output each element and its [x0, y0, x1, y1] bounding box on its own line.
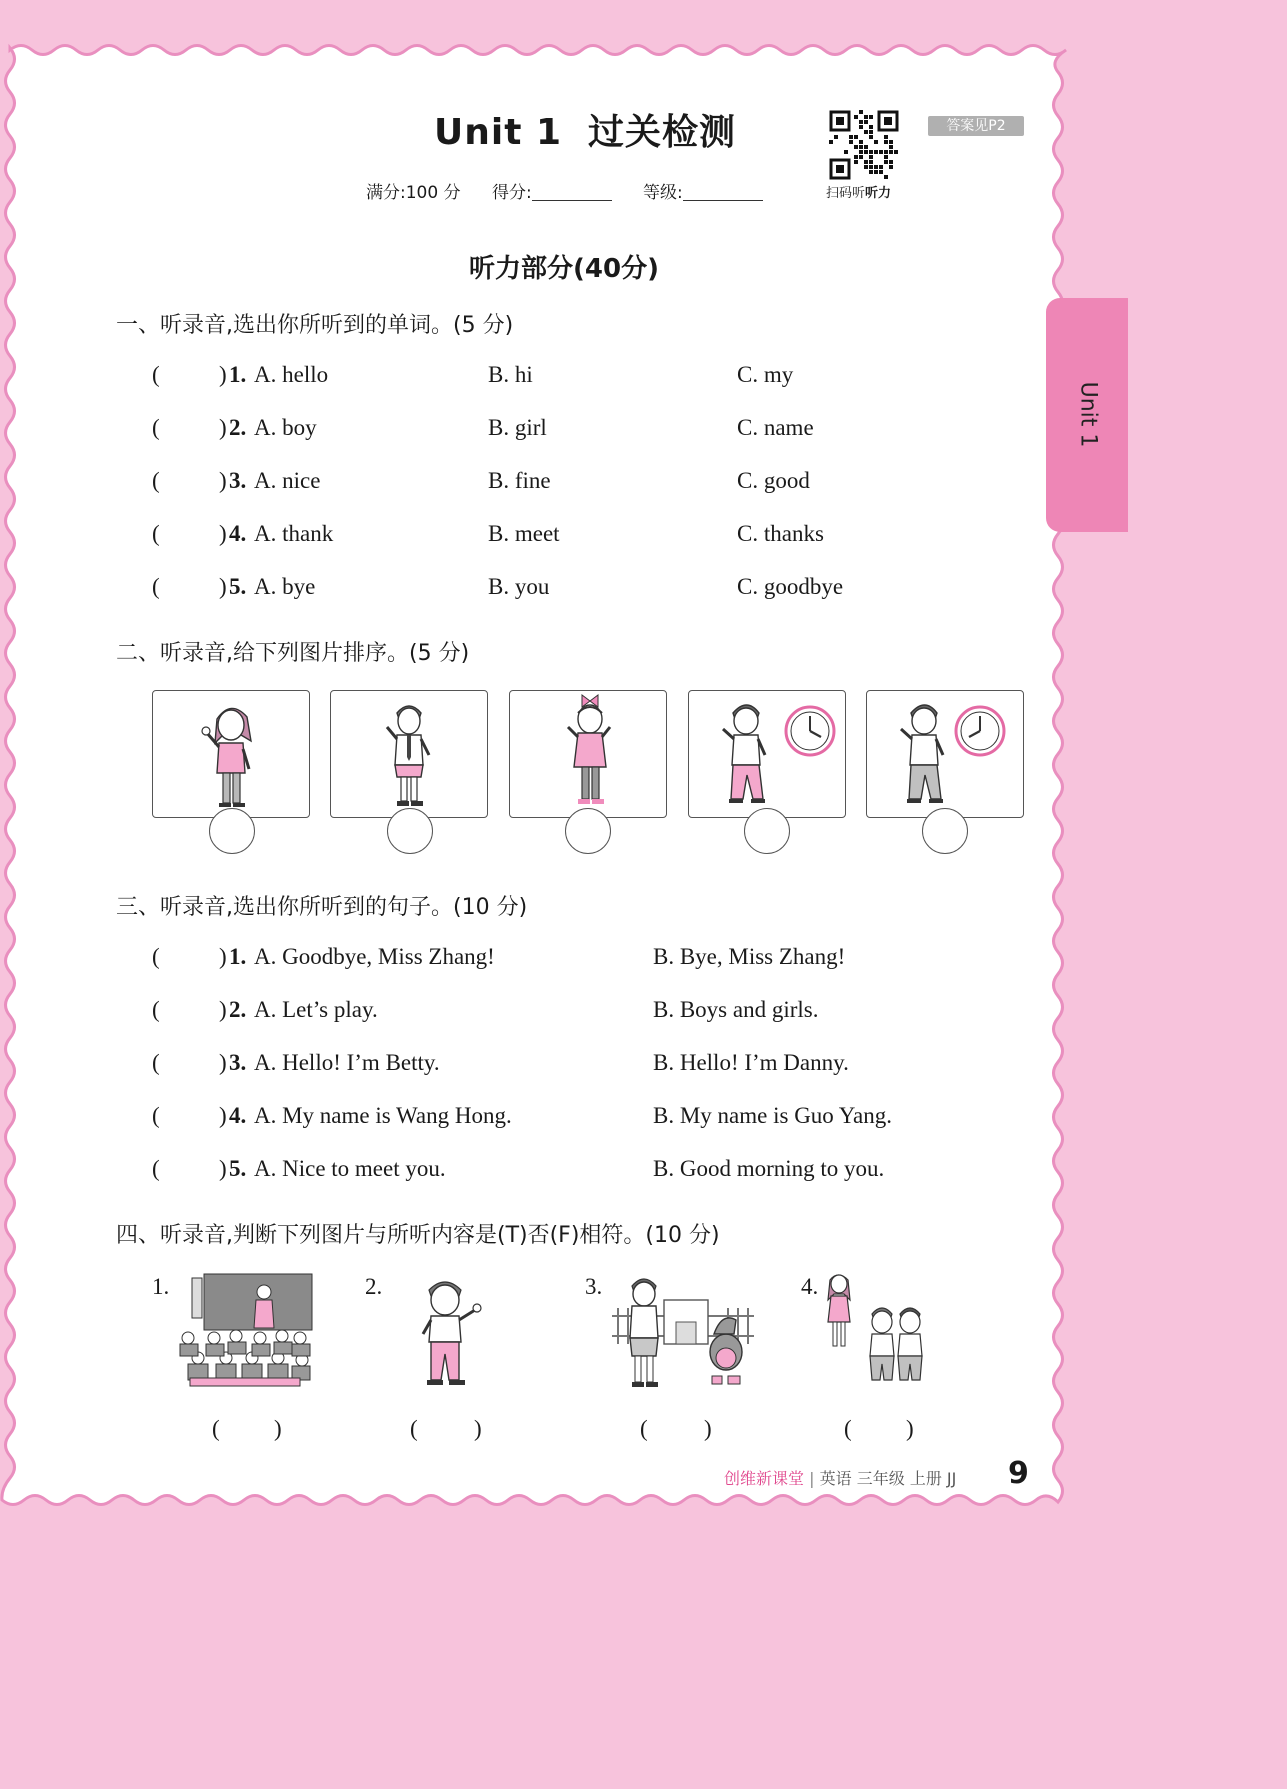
tf-answer-paren-close: ) — [274, 1416, 282, 1441]
boy-and-dinosaur-picture — [610, 1272, 756, 1390]
option-b[interactable]: B. girl — [488, 415, 547, 440]
section2-title: 二、听录音,给下列图片排序。(5 分) — [116, 641, 470, 666]
sentence-option-a[interactable]: A. Hello! I’m Betty. — [254, 1050, 440, 1075]
sentence-option-b[interactable]: B. Boys and girls. — [653, 997, 819, 1022]
footer-divider: | — [809, 1469, 815, 1488]
section3-title: 三、听录音,选出你所听到的句子。(10 分) — [116, 895, 528, 920]
classroom-teacher-picture — [174, 1272, 314, 1388]
answer-paren-open[interactable]: ( — [152, 521, 160, 546]
answer-paren-open[interactable]: ( — [152, 415, 160, 440]
picture-card-4 — [688, 690, 846, 818]
sentence-option-a[interactable]: A. Goodbye, Miss Zhang! — [254, 944, 495, 969]
section1-title: 一、听录音,选出你所听到的单词。(5 分) — [116, 313, 514, 338]
qr-caption-bold: 听力 — [865, 186, 892, 201]
tf-answer-paren-open[interactable]: ( — [844, 1416, 852, 1441]
answer-paren-open[interactable]: ( — [152, 1103, 160, 1128]
qr-caption — [826, 182, 891, 201]
answer-paren-open[interactable]: ( — [152, 944, 160, 969]
section4-title: 四、听录音,判断下列图片与所听内容是(T)否(F)相符。(10 分) — [116, 1223, 720, 1248]
option-c[interactable]: C. my — [737, 362, 794, 387]
answer-paren-open[interactable]: ( — [152, 574, 160, 599]
footer-volume: 上册 — [909, 1469, 942, 1488]
tf-answer-paren-close: ) — [906, 1416, 914, 1441]
answer-paren-close: ) — [219, 521, 227, 546]
answer-paren-close: ) — [219, 362, 227, 387]
sentence-option-a[interactable]: A. Nice to meet you. — [254, 1156, 446, 1181]
sentence-option-a[interactable]: A. Let’s play. — [254, 997, 378, 1022]
option-c[interactable]: C. goodbye — [737, 574, 844, 599]
answer-reference-badge: 答案见P2 — [928, 116, 1024, 136]
sentence-option-b[interactable]: B. Hello! I’m Danny. — [653, 1050, 849, 1075]
title-cn: 过关检测 — [588, 112, 737, 153]
option-a[interactable]: A. boy — [254, 415, 317, 440]
grade-label: 等级: — [643, 183, 683, 203]
boy-standing-figure — [331, 691, 487, 817]
order-answer-circle-3[interactable] — [565, 808, 611, 854]
tf-label-1: 1. — [152, 1274, 170, 1299]
order-answer-circle-5[interactable] — [922, 808, 968, 854]
picture-card-5 — [866, 690, 1024, 818]
tf-answer-paren-close: ) — [704, 1416, 712, 1441]
footer-edition: JJ — [946, 1469, 957, 1488]
tf-answer-paren-open[interactable]: ( — [410, 1416, 418, 1441]
answer-paren-close: ) — [219, 574, 227, 599]
option-a[interactable]: A. bye — [254, 574, 316, 599]
order-answer-circle-2[interactable] — [387, 808, 433, 854]
grade-field — [643, 178, 763, 203]
footer-subject: 英语 — [819, 1469, 852, 1488]
boy-with-clock-figure — [689, 691, 845, 817]
answer-paren-close: ) — [219, 944, 227, 969]
option-b[interactable]: B. hi — [488, 362, 533, 387]
answer-paren-open[interactable]: ( — [152, 468, 160, 493]
page-title — [434, 104, 736, 155]
sentence-option-b[interactable]: B. Good morning to you. — [653, 1156, 885, 1181]
answer-paren-open[interactable]: ( — [152, 997, 160, 1022]
picture-card-3 — [509, 690, 667, 818]
option-c[interactable]: C. good — [737, 468, 810, 493]
girl-with-bow-figure — [510, 691, 666, 817]
sentence-option-a[interactable]: A. My name is Wang Hong. — [254, 1103, 512, 1128]
answer-paren-open[interactable]: ( — [152, 1156, 160, 1181]
option-b[interactable]: B. meet — [488, 521, 560, 546]
question-number: 4. — [229, 1103, 247, 1128]
answer-paren-open[interactable]: ( — [152, 362, 160, 387]
option-a[interactable]: A. nice — [254, 468, 321, 493]
option-c[interactable]: C. thanks — [737, 521, 824, 546]
girl-and-two-boys-picture — [822, 1270, 934, 1388]
qr-caption-text: 扫码听 — [826, 186, 866, 201]
answer-paren-close: ) — [219, 1103, 227, 1128]
sentence-option-b[interactable]: B. Bye, Miss Zhang! — [653, 944, 846, 969]
tf-answer-paren-open[interactable]: ( — [212, 1416, 220, 1441]
option-a[interactable]: A. thank — [254, 521, 334, 546]
order-answer-circle-4[interactable] — [744, 808, 790, 854]
sentence-option-b[interactable]: B. My name is Guo Yang. — [653, 1103, 892, 1128]
picture-card-1 — [152, 690, 310, 818]
question-number: 1. — [229, 362, 247, 387]
answer-paren-close: ) — [219, 997, 227, 1022]
score-label: 得分: — [492, 183, 532, 203]
answer-paren-close: ) — [219, 468, 227, 493]
footer-info — [724, 1466, 956, 1489]
footer-brand: 创维新课堂 — [724, 1469, 805, 1488]
option-b[interactable]: B. fine — [488, 468, 551, 493]
tf-answer-paren-close: ) — [474, 1416, 482, 1441]
question-number: 2. — [229, 997, 247, 1022]
question-number: 1. — [229, 944, 247, 969]
answer-paren-close: ) — [219, 415, 227, 440]
tf-answer-paren-open[interactable]: ( — [640, 1416, 648, 1441]
answer-paren-close: ) — [219, 1156, 227, 1181]
tf-label-4: 4. — [801, 1274, 819, 1299]
qr-code-icon[interactable] — [829, 110, 899, 180]
boy-with-clock-figure-2 — [867, 691, 1023, 817]
question-number: 3. — [229, 468, 247, 493]
unit-side-tab-label — [1067, 372, 1107, 458]
page-number: 9 — [1008, 1456, 1029, 1491]
question-number: 5. — [229, 1156, 247, 1181]
title-unit: Unit 1 — [434, 112, 562, 153]
question-number: 2. — [229, 415, 247, 440]
order-answer-circle-1[interactable] — [209, 808, 255, 854]
boy-greeting-picture — [405, 1272, 489, 1388]
tf-label-2: 2. — [365, 1274, 383, 1299]
footer-grade: 三年级 — [856, 1469, 905, 1488]
answer-paren-close: ) — [219, 1050, 227, 1075]
score-field — [492, 178, 612, 203]
score-blank[interactable] — [532, 182, 612, 201]
option-a[interactable]: A. hello — [254, 362, 329, 387]
question-number: 5. — [229, 574, 247, 599]
listening-part-title: 听力部分(40分) — [469, 254, 659, 284]
option-c[interactable]: C. name — [737, 415, 814, 440]
picture-card-2 — [330, 690, 488, 818]
full-score: 满分:100 分 — [366, 183, 461, 203]
question-number: 3. — [229, 1050, 247, 1075]
unit-side-tab-text: Unit 1 — [1075, 381, 1101, 448]
question-number: 4. — [229, 521, 247, 546]
answer-paren-open[interactable]: ( — [152, 1050, 160, 1075]
tf-label-3: 3. — [585, 1274, 603, 1299]
option-b[interactable]: B. you — [488, 574, 550, 599]
girl-waving-figure — [153, 691, 309, 817]
grade-blank[interactable] — [683, 182, 763, 201]
